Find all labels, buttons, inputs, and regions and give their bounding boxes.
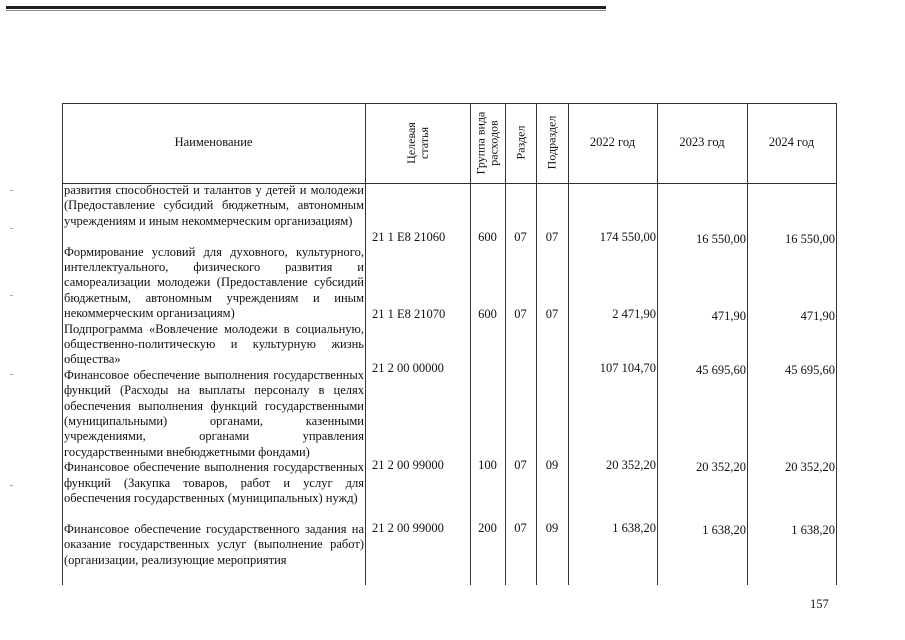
row2-code: 21 1 E8 21070 — [372, 307, 446, 321]
row-name-6: Финансовое обеспечение государственного задания на оказание государственных услуг (выполнение работ) (организации, реализующие мероприятия — [64, 521, 364, 567]
header-target-label: Целевая статья — [403, 121, 431, 164]
row2-group: 600 — [478, 307, 497, 321]
margin-mark — [10, 228, 13, 229]
header-name — [62, 103, 365, 182]
row4-group: 100 — [478, 458, 497, 472]
header-2024 — [747, 103, 836, 182]
header-group — [470, 103, 505, 182]
row2-section: 07 — [514, 307, 527, 321]
header-2023 — [657, 103, 747, 182]
row5-group: 200 — [478, 521, 497, 535]
row3-code: 21 2 00 00000 — [372, 361, 444, 375]
page-number: 157 — [810, 597, 829, 611]
row-name-1: развития способностей и талантов у детей и молодежи (Предоставление субсидий бюджетным, автономным учреждениям и иным некоммерческим организациям) — [64, 183, 364, 228]
margin-mark — [10, 374, 13, 375]
row1-2023: 16 550,00 — [696, 232, 746, 246]
row1-group: 600 — [478, 230, 497, 244]
header-2023-label: 2023 год — [679, 135, 725, 149]
row4-code: 21 2 00 99000 — [372, 458, 444, 472]
row2-2022: 2 471,90 — [612, 307, 656, 321]
row1-section: 07 — [514, 230, 527, 244]
row4-2023: 20 352,20 — [696, 460, 746, 474]
row-name-5: Финансовое обеспечение выполнения государственных функций (Закупка товаров, работ и услуг для обеспечения государственных (муниципальных) нужд) — [64, 460, 364, 505]
row4-2022: 20 352,20 — [606, 458, 656, 472]
header-target — [365, 103, 470, 182]
row1-2022: 174 550,00 — [599, 230, 656, 244]
row1-subsection: 07 — [545, 230, 559, 244]
row4-subsection: 09 — [545, 458, 559, 472]
header-subsection — [536, 103, 568, 182]
row-name-3: Подпрограмма «Вовлечение молодежи в социальную, общественно-политическую и культурную жизнь общества» — [64, 321, 364, 367]
header-subsection-label: Подраздел — [544, 115, 559, 170]
row2-subsection: 07 — [545, 307, 559, 321]
names-column — [64, 183, 364, 568]
margin-mark — [10, 485, 13, 486]
row-name-2: Формирование условий для духовного, культурного, интеллектуального, физического развития и самореализации молодежи (Предоставление субсидий бюджетным, автономным учреждениям и иным некоммерческим организациям) — [64, 244, 364, 321]
row-name-4: Финансовое обеспечение выполнения государственных функций (Расходы на выплаты персоналу в целях обеспечения выполнения функций государственными (муниципальными) органами, казенными учреждениями, органами управления государственными внебюджетными фондами) — [64, 367, 364, 459]
row5-subsection: 09 — [545, 521, 559, 535]
row5-2022: 1 638,20 — [612, 521, 656, 535]
col-border — [836, 103, 837, 585]
row4-section: 07 — [514, 458, 527, 472]
row5-2023: 1 638,20 — [702, 523, 746, 537]
row4-2024: 20 352,20 — [785, 460, 835, 474]
header-2024-label: 2024 год — [768, 135, 815, 149]
budget-table — [62, 103, 837, 585]
header-2022-label: 2022 год — [589, 135, 636, 149]
row2-2023: 471,90 — [711, 309, 746, 323]
top-rule — [6, 6, 606, 9]
row3-2024: 45 695,60 — [785, 363, 835, 377]
row5-code: 21 2 00 99000 — [372, 521, 444, 535]
margin-mark — [10, 295, 13, 296]
row1-code: 21 1 E8 21060 — [372, 230, 446, 244]
top-rule-thin — [6, 10, 606, 11]
row3-2022: 107 104,70 — [599, 361, 656, 375]
row3-2023: 45 695,60 — [696, 363, 746, 377]
header-section — [505, 103, 536, 182]
row5-section: 07 — [514, 521, 527, 535]
margin-mark — [10, 190, 13, 191]
row5-2024: 1 638,20 — [791, 523, 835, 537]
header-2022 — [568, 103, 657, 182]
row1-2024: 16 550,00 — [785, 232, 835, 246]
row2-2024: 471,90 — [800, 309, 835, 323]
header-name-label: Наименование — [174, 135, 253, 149]
header-section-label: Раздел — [513, 125, 528, 160]
header-group-label: Группа вида расходов — [473, 111, 501, 174]
